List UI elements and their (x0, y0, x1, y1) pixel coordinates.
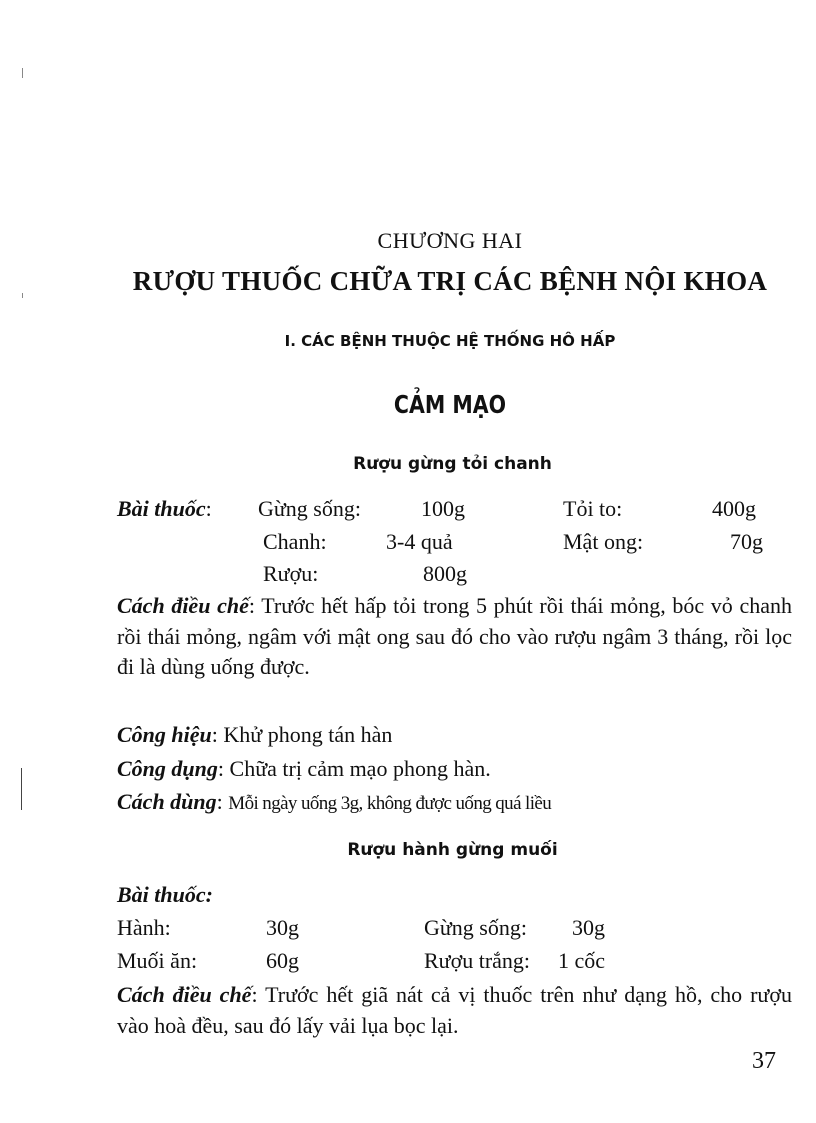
ingredient-name: Rượu: (263, 561, 319, 586)
ingredient-qty: 60g (266, 948, 299, 973)
effect-line: Công hiệu: Khử phong tán hàn (117, 722, 393, 747)
effect-text: Khử phong tán hàn (223, 722, 393, 747)
bai-thuoc-label (117, 880, 213, 910)
section-heading: I. CÁC BỆNH THUỘC HỆ THỐNG HÔ HẤP (284, 332, 616, 350)
bai-thuoc-label: Bài thuốc (117, 496, 206, 521)
ingredient-name: Mật ong: (563, 529, 644, 554)
ingredient-name: Chanh: (263, 529, 327, 554)
ingredient-qty: 30g (266, 915, 299, 940)
ingredient-qty: 100g (421, 496, 465, 521)
method-text: Trước hết giã nát cả vị thuốc trên như dạng hồ, cho rượu vào hoà đều, sau đó lấy vải lụa bọc lại. (117, 982, 792, 1038)
recipe-title: Rượu hành gừng muối (347, 840, 558, 860)
recipe-title: Rượu gừng tỏi chanh (353, 454, 552, 474)
disease-heading: CẢM MẠO (393, 390, 507, 419)
bai-thuoc-text: Bài thuốc: (117, 882, 213, 907)
ingredient-name: Rượu trắng: (424, 948, 531, 973)
ingredient-name: Hành: (117, 915, 171, 940)
chapter-title: RƯỢU THUỐC CHỮA TRỊ CÁC BỆNH NỘI KHOA (132, 266, 768, 296)
cach-dieu-che-label: Cách điều chế (117, 982, 252, 1007)
method-paragraph: Cách điều chế: Trước hết hấp tỏi trong 5 phút rồi thái mỏng, bóc vỏ chanh rồi thái mỏng, ngâm với mật ong sau đó cho vào rượu ngâm 3 tháng, rồi lọc đi là dùng uống được. (117, 593, 792, 679)
ingredient-qty: 800g (423, 561, 467, 586)
usage-line: Công dụng: Chữa trị cảm mạo phong hàn. (117, 756, 491, 781)
method-text: Trước hết hấp tỏi trong 5 phút rồi thái mỏng, bóc vỏ chanh rồi thái mỏng, ngâm với mật ong sau đó cho vào rượu ngâm 3 tháng, rồi lọc đi là dùng uống được. (117, 593, 792, 679)
cach-dung-label: Cách dùng (117, 789, 217, 814)
ingredients-row-1: Bài thuốc: (117, 496, 212, 521)
page-number: 37 (752, 1048, 776, 1074)
method-paragraph: Cách điều chế: Trước hết giã nát cả vị thuốc trên như dạng hồ, cho rượu vào hoà đều, sau đó lấy vải lụa bọc lại. (117, 982, 792, 1038)
ingredient-qty: 400g (712, 496, 756, 521)
cach-dieu-che-label: Cách điều chế (117, 593, 249, 618)
scan-mark (21, 768, 22, 810)
chapter-heading: CHƯƠNG HAI (377, 228, 523, 253)
ingredient-qty: 30g (572, 915, 605, 940)
ingredient-name: Tỏi to: (563, 496, 623, 521)
cong-hieu-label: Công hiệu (117, 722, 212, 747)
ingredient-qty: 70g (730, 529, 763, 554)
scan-mark (22, 68, 23, 78)
dosage-line: Cách dùng: Mỗi ngày uống 3g, không được uống quá liều (117, 789, 552, 814)
cong-dung-label: Công dụng (117, 756, 218, 781)
ingredient-name: Gừng sống: (258, 496, 361, 521)
ingredient-name: Gừng sống: (424, 915, 527, 940)
dosage-text: Mỗi ngày uống 3g, không được uống quá liều (228, 793, 552, 814)
usage-text: Chữa trị cảm mạo phong hàn. (229, 756, 491, 781)
ingredient-qty: 1 cốc (558, 948, 606, 973)
ingredient-name: Muối ăn: (117, 948, 198, 973)
ingredient-qty: 3-4 quả (386, 529, 453, 554)
